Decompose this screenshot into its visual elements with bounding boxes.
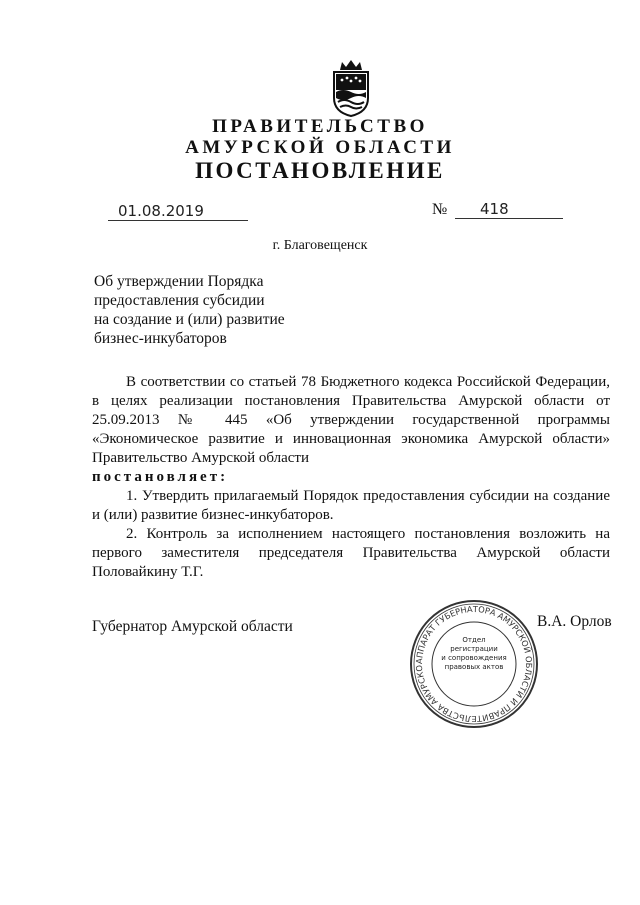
org-name-line2: АМУРСКОЙ ОБЛАСТИ xyxy=(185,137,455,158)
decree-word: постановляет: xyxy=(92,469,229,485)
number-underline xyxy=(455,217,563,219)
signatory-position: Губернатор Амурской области xyxy=(92,618,293,635)
document-type-title: ПОСТАНОВЛЕНИЕ xyxy=(195,158,445,183)
date-underline xyxy=(108,219,248,221)
coat-of-arms-icon xyxy=(326,58,376,118)
stamp-inner-line: и сопровождения xyxy=(441,654,507,662)
subject-line: Об утверждении Порядка xyxy=(94,273,264,290)
city-name: г. Благовещенск xyxy=(272,238,368,253)
number-label: № xyxy=(432,201,448,218)
official-stamp xyxy=(408,598,540,730)
document-body xyxy=(92,373,610,582)
stamp-inner-text xyxy=(408,636,540,672)
clause-1: 1. Утвердить прилагаемый Порядок предоставления субсидии на создание и (или) развитие бизнес-инкубаторов. xyxy=(92,488,610,523)
document-date: 01.08.2019 xyxy=(118,202,204,220)
subject-line: на создание и (или) развитие xyxy=(94,311,285,328)
subject-line: предоставления субсидии xyxy=(94,292,265,309)
clause-2: 2. Контроль за исполнением настоящего постановления возложить на первого заместителя председателя Правительства Амурской области Половайкину Т.Г. xyxy=(92,526,610,580)
document-subject xyxy=(94,272,285,348)
subject-line: бизнес-инкубаторов xyxy=(94,330,227,347)
org-name-line1: ПРАВИТЕЛЬСТВО xyxy=(212,116,428,137)
preamble-paragraph: В соответствии со статьей 78 Бюджетного кодекса Российской Федерации, в целях реализации постановления Правительства Амурской области от 25.09.2013 № 445 «Об утверждении государственной программы «Экономическое развитие и инновационная экономика Амурской области» Правительство Амурской области xyxy=(92,374,610,466)
stamp-inner-line: Отдел xyxy=(462,636,486,644)
stamp-inner-line: регистрации xyxy=(450,645,498,653)
stamp-inner-line: правовых актов xyxy=(444,663,504,671)
stamp-outer-text: АППАРАТ ГУБЕРНАТОРА АМУРСКОЙ ОБЛАСТИ И ПРАВИТЕЛЬСТВА АМУРСКО xyxy=(413,603,535,725)
document-number: 418 xyxy=(480,200,509,218)
signatory-name: В.А. Орлов xyxy=(537,613,612,630)
